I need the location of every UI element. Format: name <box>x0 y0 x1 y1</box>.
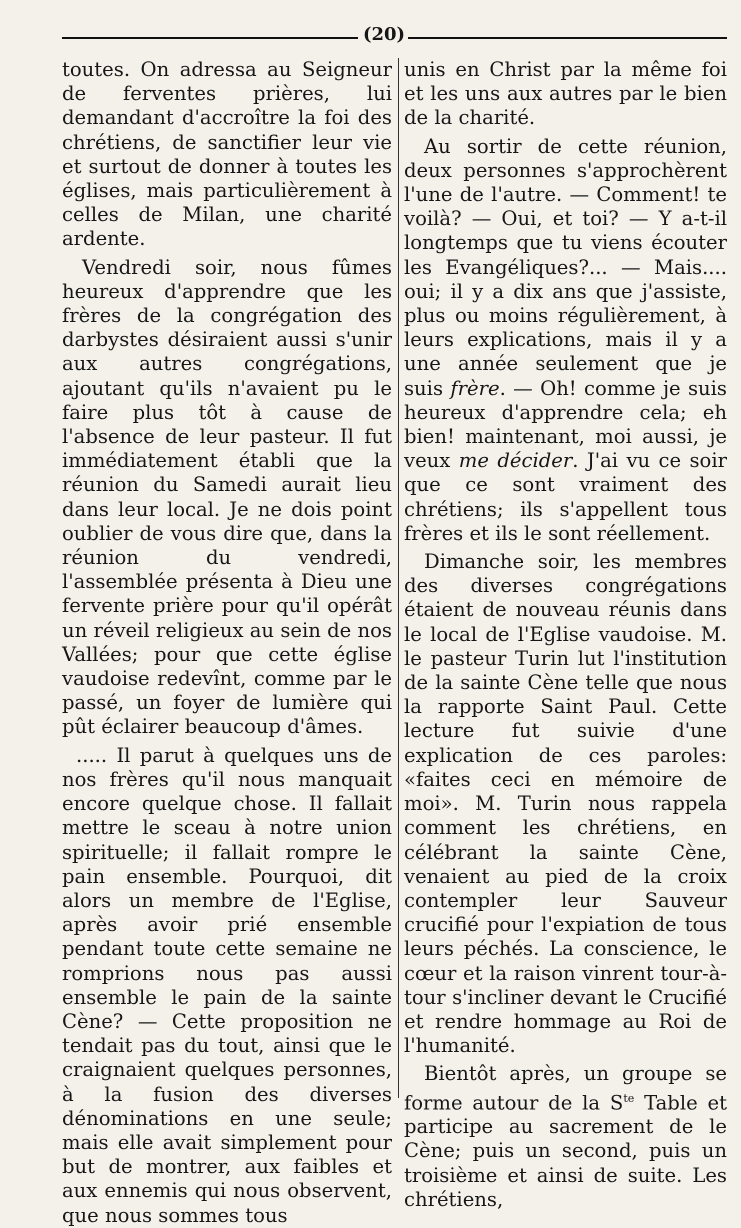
text-run: Au sortir de cette réunion, deux personnes s'approchèrent l'une de l'autre. — Comment! te voilà? — Oui, et toi? — Y a-t-il longtemps que tu viens écouter les Evangéliques?... — Mais.... oui; il y a dix ans que j'assiste, plus ou moins régulièrement, à leurs explications, mais il y a une année seulement que je suis <box>404 134 727 400</box>
superscript: te <box>623 1091 635 1105</box>
text-run: . J'ai vu ce soir que ce sont vraiment des chrétiens; ils s'appellent tous frères et ils le sont réellement. <box>404 449 727 545</box>
column-divider <box>398 58 399 1098</box>
page-number: (20) <box>362 24 406 45</box>
right-column <box>404 58 727 1212</box>
text-run: Bientôt après, un groupe se forme autour de la S <box>404 1062 727 1115</box>
text-run: Table et participe au sacrement de le Cène; puis un second, puis un troisième et ainsi de suite. Les chrétiens, <box>404 1091 727 1211</box>
page-header <box>62 22 727 52</box>
paragraph: toutes. On adressa au Seigneur de ferventes prières, lui demandant d'accroître la foi des chrétiens, de sanctifier leur vie et surtout de donner à toutes les églises, mais particulièrement à celles de Milan, une charité ardente. <box>62 58 392 251</box>
paragraph <box>404 1062 727 1212</box>
header-rule-left <box>62 37 358 39</box>
paragraph: unis en Christ par la même foi et les uns aux autres par le bien de la charité. <box>404 58 727 130</box>
text-run: . — Oh! comme je suis heureux d'apprendre cela; eh bien! maintenant, moi aussi, je veux <box>404 376 727 473</box>
paragraph: Vendredi soir, nous fûmes heureux d'apprendre que les frères de la congrégation des darbystes désiraient aussi s'unir aux autres congrégations, ajoutant qu'ils n'avaient pu le faire plus tôt à cause de l'absence de leur pasteur. Il fut immédiatement établi que la réunion du Samedi aurait lieu dans leur local. Je ne dois point oublier de vous dire que, dans la réunion du vendredi, l'assemblée présenta à Dieu une fervente prière pour qu'il opérât un réveil religieux au sein de nos Vallées; pour que cette église vaudoise redevînt, comme par le passé, un foyer de lumière qui pût éclairer beaucoup d'âmes. <box>62 255 392 739</box>
italic-text: me décider <box>458 449 573 473</box>
italic-text: frère <box>450 376 500 400</box>
header-rule-right <box>408 37 727 39</box>
paragraph <box>404 135 727 546</box>
left-column <box>62 58 392 1228</box>
paragraph: ..... Il parut à quelques uns de nos frères qu'il nous manquait encore quelque chose. Il fallait mettre le sceau à notre union spirituelle; il fallait rompre le pain ensemble. Pourquoi, dit alors un membre de l'Eglise, après avoir prié ensemble pendant toute cette semaine ne romprions nous pas aussi ensemble le pain de la sainte Cène? — Cette proposition ne tendait pas du tout, ainsi que le craignaient quelques personnes, à la fusion des diverses dénominations en une seule; mais elle avait simplement pour but de montrer, aux faibles et aux ennemis qui nous observent, que nous sommes tous <box>62 743 392 1227</box>
paragraph: Dimanche soir, les membres des diverses congrégations étaient de nouveau réunis dans le local de l'Eglise vaudoise. M. le pasteur Turin lut l'institution de la sainte Cène telle que nous la rapporte Saint Paul. Cette lecture fut suivie d'une explication de ces paroles: «faites ceci en mémoire de moi». M. Turin nous rappela comment les chrétiens, en célébrant la sainte Cène, venaient au pied de la croix contempler leur Sauveur crucifié pour l'expiation de tous leurs péchés. La conscience, le cœur et la raison vinrent tour-à-tour s'incliner devant le Crucifié et rendre hommage au Roi de l'humanité. <box>404 550 727 1058</box>
